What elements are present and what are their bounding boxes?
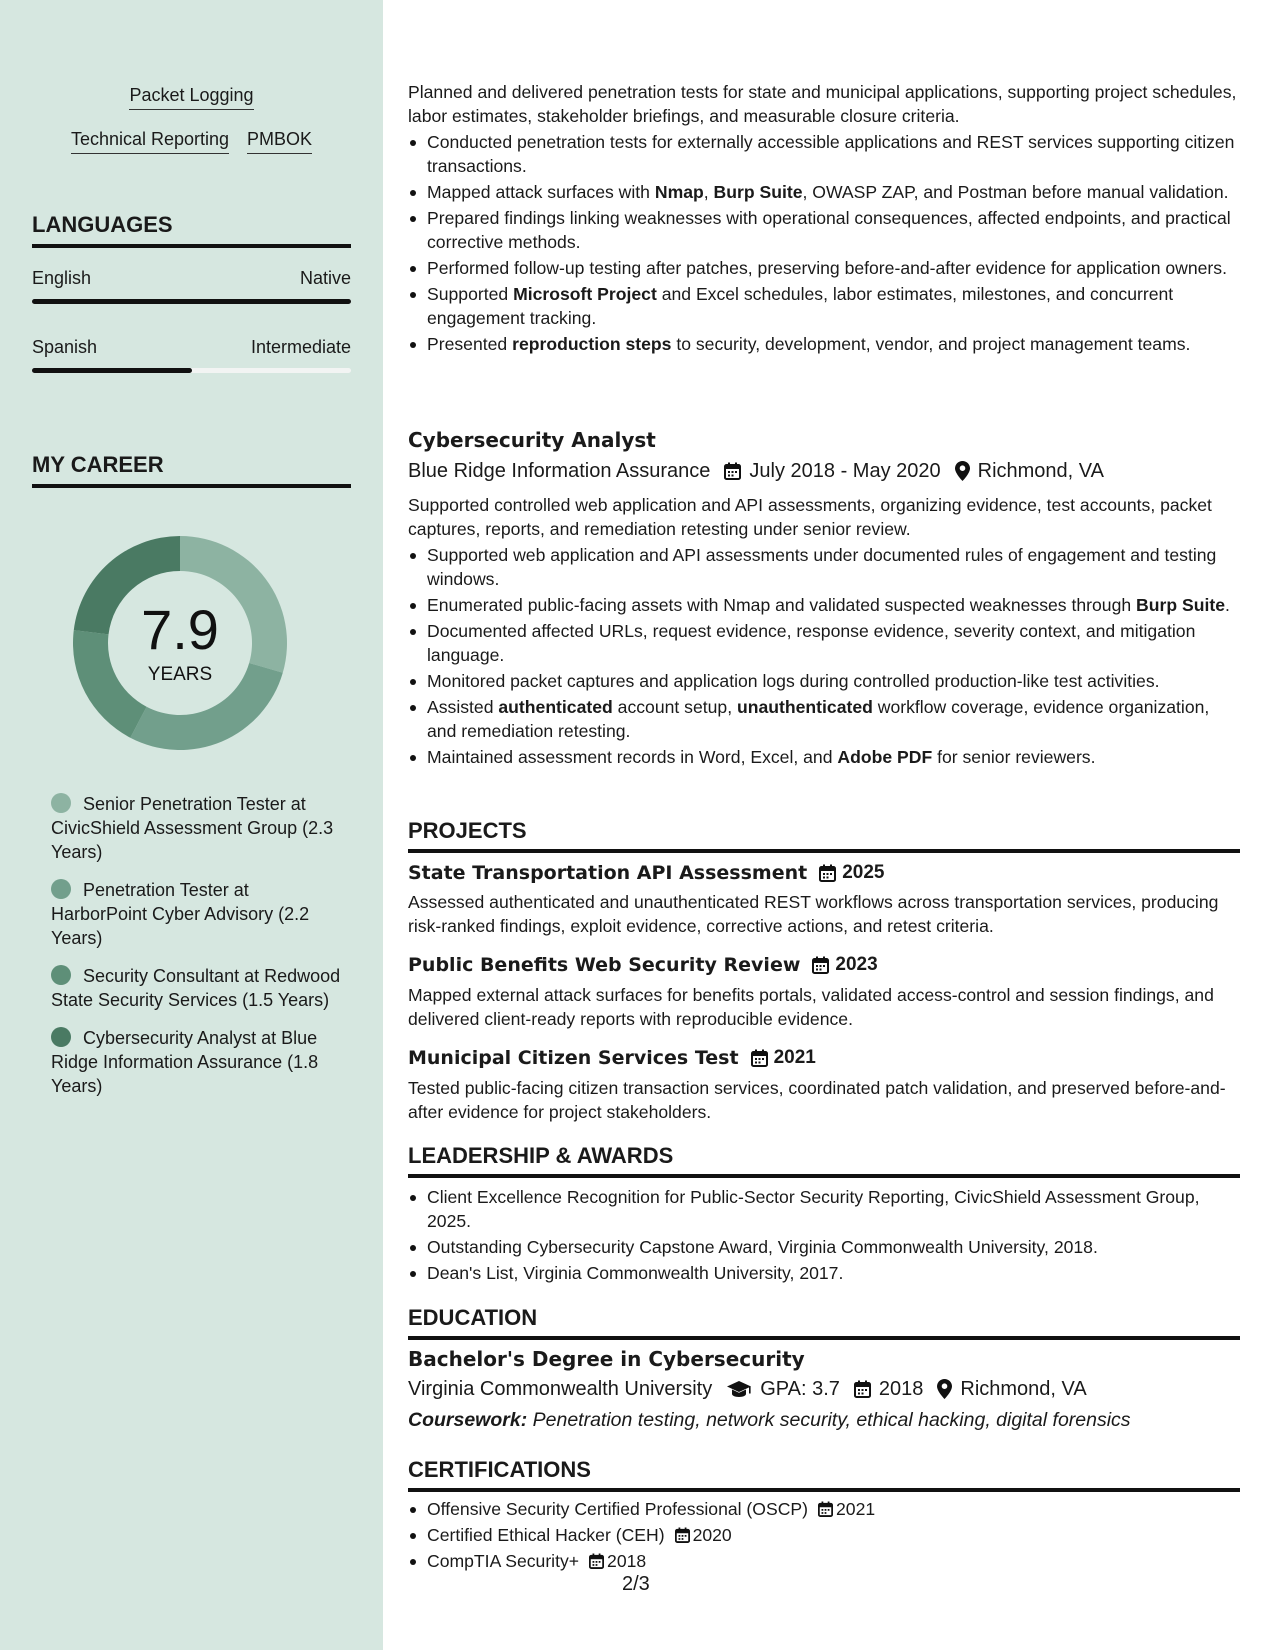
map-pin-icon	[955, 461, 970, 481]
job-bullet: Enumerated public-facing assets with Nmap and validated suspected weaknesses through Burp Suite.	[408, 593, 1240, 617]
legend-dot	[51, 1027, 71, 1047]
job-meta	[408, 458, 1240, 484]
certifications-heading: CERTIFICATIONS	[408, 1457, 1240, 1492]
project-year: 2021	[773, 1047, 816, 1068]
award-item: Outstanding Cybersecurity Capstone Award, Virginia Commonwealth University, 2018.	[408, 1235, 1240, 1259]
job-bullet: Mapped attack surfaces with Nmap, Burp Suite, OWASP ZAP, and Postman before manual validation.	[408, 180, 1240, 204]
main-content	[408, 0, 1240, 1650]
career-total-years: 7.9	[141, 598, 219, 661]
job-bullets	[408, 130, 1240, 358]
career-legend-item: Penetration Tester at HarborPoint Cyber Advisory (2.2 Years)	[51, 880, 310, 948]
skill-tag: PMBOK	[247, 128, 312, 154]
job-bullet: Presented reproduction steps to security, development, vendor, and project management teams.	[408, 332, 1240, 356]
certification-year: 2018	[607, 1551, 647, 1571]
project-year: 2023	[835, 954, 878, 975]
language-name: English	[32, 268, 92, 288]
language-english	[32, 267, 351, 304]
legend-dot	[51, 965, 71, 985]
job-bullet: Supported Microsoft Project and Excel schedules, labor estimates, milestones, and concurrent engagement tracking.	[408, 282, 1240, 330]
job-bullets	[408, 543, 1240, 771]
awards-heading: LEADERSHIP & AWARDS	[408, 1143, 1240, 1178]
language-level: Intermediate	[250, 337, 351, 357]
job-title: Cybersecurity Analyst	[408, 428, 656, 452]
awards-list	[408, 1185, 1240, 1287]
language-bar	[32, 368, 351, 373]
job-bullet: Monitored packet captures and application logs during controlled production-like test activities.	[408, 669, 1240, 693]
calendar-icon	[589, 1553, 604, 1569]
calendar-icon	[819, 864, 836, 882]
career-total-unit: YEARS	[147, 664, 213, 685]
calendar-icon	[751, 1049, 768, 1067]
job-bullet: Assisted authenticated account setup, unauthenticated workflow coverage, evidence organization, and remediation retesting.	[408, 695, 1240, 743]
gpa: GPA: 3.7	[760, 1378, 840, 1400]
career-heading: MY CAREER	[32, 452, 351, 488]
graduation-year: 2018	[878, 1378, 924, 1400]
languages-heading: LANGUAGES	[32, 212, 351, 248]
skills-row	[32, 128, 351, 154]
project-description: Tested public-facing citizen transaction services, coordinated patch validation, and preserved before-and-after evidence for project stakeholders.	[408, 1078, 1226, 1122]
career-legend	[51, 792, 341, 1098]
certifications-list	[408, 1497, 1240, 1575]
language-level: Native	[299, 268, 351, 288]
sidebar	[0, 0, 383, 1650]
skill-tag: Technical Reporting	[71, 128, 229, 154]
job-location: Richmond, VA	[977, 460, 1104, 482]
award-item: Dean's List, Virginia Commonwealth University, 2017.	[408, 1261, 1240, 1285]
job-bullet: Performed follow-up testing after patches, preserving before-and-after evidence for application owners.	[408, 256, 1240, 280]
coursework	[408, 1407, 1131, 1433]
company-name: Blue Ridge Information Assurance	[408, 460, 711, 482]
education-meta	[408, 1376, 1240, 1402]
job-bullet: Prepared findings linking weaknesses with operational consequences, affected endpoints, and practical corrective methods.	[408, 206, 1240, 254]
legend-dot	[51, 879, 71, 899]
career-legend-item: Security Consultant at Redwood State Security Services (1.5 Years)	[51, 966, 341, 1010]
calendar-icon	[812, 956, 829, 974]
projects-heading: PROJECTS	[408, 818, 1240, 853]
job-dates: July 2018 - May 2020	[749, 460, 941, 482]
job-bullet: Documented affected URLs, request evidence, response evidence, severity context, and mitigation language.	[408, 619, 1240, 667]
language-name: Spanish	[32, 337, 98, 357]
career-legend-item: Cybersecurity Analyst at Blue Ridge Information Assurance (1.8 Years)	[51, 1028, 319, 1096]
page-number: 2/3	[622, 1573, 650, 1595]
education-heading: EDUCATION	[408, 1305, 1240, 1340]
legend-dot	[51, 793, 71, 813]
job-bullet: Supported web application and API assessments under documented rules of engagement and testing windows.	[408, 543, 1240, 591]
project-title: Public Benefits Web Security Review 2023	[408, 954, 878, 976]
coursework-label: Coursework:	[408, 1409, 528, 1431]
job-bullet: Conducted penetration tests for externally accessible applications and REST services supporting citizen transactions.	[408, 130, 1240, 178]
award-item: Client Excellence Recognition for Public-Sector Security Reporting, CivicShield Assessment Group, 2025.	[408, 1185, 1240, 1233]
project-description: Assessed authenticated and unauthenticated REST workflows across transportation services, producing risk-ranked findings, exploit evidence, corrective actions, and retest criteria.	[408, 892, 1219, 936]
calendar-icon	[724, 462, 741, 480]
skill-tag: Packet Logging	[129, 84, 253, 110]
certification-item: Offensive Security Certified Professional (OSCP) 2021	[408, 1497, 1240, 1521]
language-spanish	[32, 336, 351, 373]
job-bullet: Maintained assessment records in Word, Excel, and Adobe PDF for senior reviewers.	[408, 745, 1240, 769]
degree-title: Bachelor's Degree in Cybersecurity	[408, 1347, 805, 1371]
language-bar-fill	[32, 368, 192, 373]
school-location: Richmond, VA	[960, 1378, 1087, 1400]
calendar-icon	[675, 1527, 690, 1543]
school-name: Virginia Commonwealth University	[408, 1378, 713, 1400]
job-summary: Planned and delivered penetration tests for state and municipal applications, supporting project schedules, labor estimates, stakeholder briefings, and measurable closure criteria.	[408, 82, 1237, 126]
skills-row	[32, 84, 351, 110]
project-title: State Transportation API Assessment 2025	[408, 862, 885, 884]
project-year: 2025	[842, 862, 885, 883]
calendar-icon	[854, 1380, 871, 1398]
calendar-icon	[818, 1501, 833, 1517]
graduation-cap-icon	[726, 1380, 752, 1398]
map-pin-icon	[937, 1379, 952, 1399]
certification-year: 2021	[836, 1499, 876, 1519]
language-bar-fill	[32, 299, 351, 304]
job-summary: Supported controlled web application and API assessments, organizing evidence, test accounts, packet captures, reports, and remediation retesting under senior review.	[408, 495, 1212, 539]
certification-item: CompTIA Security+ 2018	[408, 1549, 1240, 1573]
coursework-text: Penetration testing, network security, ethical hacking, digital forensics	[527, 1409, 1131, 1431]
certification-year: 2020	[692, 1525, 732, 1545]
career-legend-item: Senior Penetration Tester at CivicShield Assessment Group (2.3 Years)	[51, 794, 334, 862]
project-title: Municipal Citizen Services Test 2021	[408, 1047, 816, 1069]
project-description: Mapped external attack surfaces for benefits portals, validated access-control and session findings, and delivered client-ready reports with reproducible evidence.	[408, 985, 1214, 1029]
certification-item: Certified Ethical Hacker (CEH) 2020	[408, 1523, 1240, 1547]
language-bar	[32, 299, 351, 304]
